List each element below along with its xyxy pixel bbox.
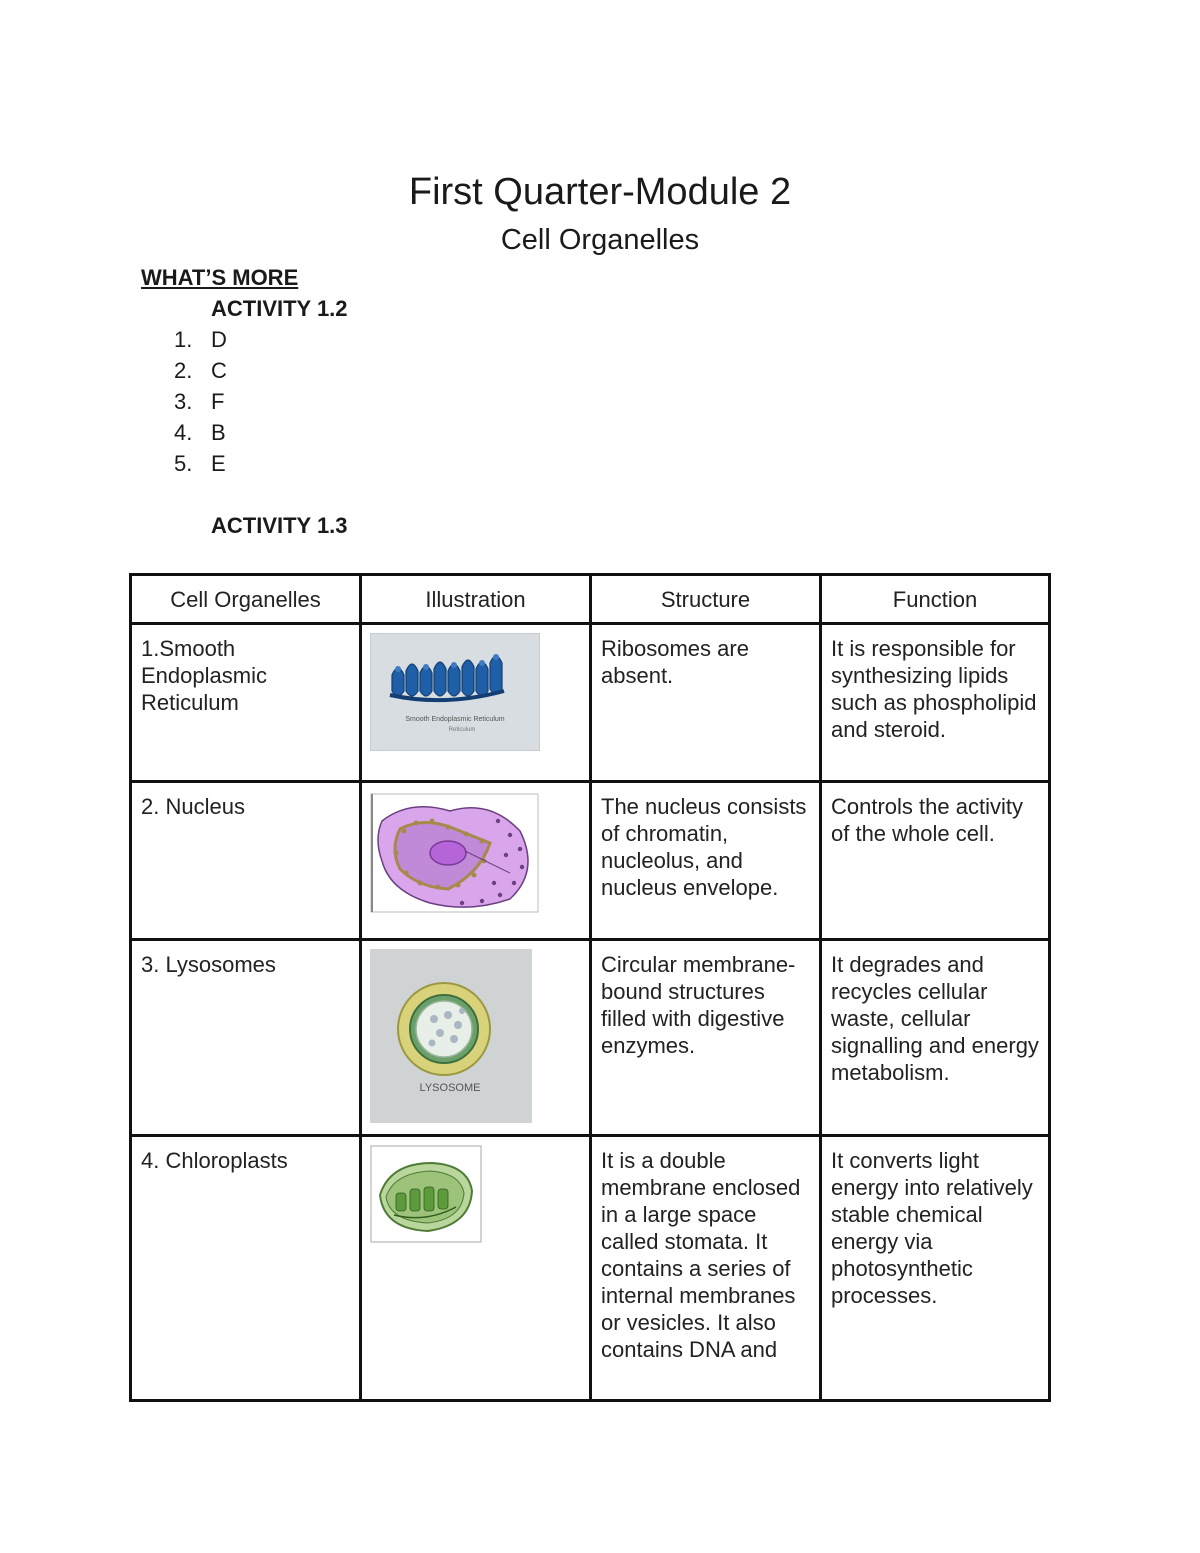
section-heading: WHAT’S MORE xyxy=(141,265,299,290)
function-text: It degrades and recycles cellular waste, cellular signalling and energy metabolism. xyxy=(821,940,1050,1136)
table-header-row xyxy=(131,575,1050,624)
activity-1-2-heading: ACTIVITY 1.2 xyxy=(211,296,348,321)
function-text: It is responsible for synthesizing lipids such as phospholipid and steroid. xyxy=(821,624,1050,782)
illustration-cell xyxy=(361,782,591,940)
structure-text-clip: It is a double membrane enclosed in a large space called stomata. It contains a series of internal membranes or vesicles. It also contains DNA and xyxy=(601,1148,801,1362)
organelle-name: 4. Chloroplasts xyxy=(131,1136,361,1401)
smooth-er-image xyxy=(370,633,540,751)
activity-1-3-heading: ACTIVITY 1.3 xyxy=(211,513,348,538)
nucleus-image xyxy=(370,791,540,915)
answer-value: F xyxy=(211,389,225,414)
function-text: It converts light energy into relatively stable chemical energy via photosynthetic processes. xyxy=(821,1136,1050,1401)
answer-number: 1. xyxy=(174,327,193,352)
answer-value: E xyxy=(211,451,226,476)
chloroplast-image xyxy=(370,1145,482,1243)
answer-value: C xyxy=(211,358,227,383)
svg-text:Reticulum: Reticulum xyxy=(448,727,476,733)
answer-value: B xyxy=(211,420,226,445)
lysosome-caption: LYSOSOME xyxy=(419,1082,481,1094)
organelle-table xyxy=(129,573,1051,1402)
answer-number: 2. xyxy=(174,358,193,383)
lysosome-image xyxy=(370,949,532,1123)
structure-text: Circular membrane-bound structures filled with digestive enzymes. xyxy=(591,940,821,1136)
column-header: Function xyxy=(821,575,1050,624)
organelle-name: 3. Lysosomes xyxy=(131,940,361,1136)
illustration-cell xyxy=(361,624,591,782)
structure-text: The nucleus consists of chromatin, nucleolus, and nucleus envelope. xyxy=(591,782,821,940)
column-header: Cell Organelles xyxy=(131,575,361,624)
column-header: Illustration xyxy=(361,575,591,624)
answer-number: 4. xyxy=(174,420,193,445)
table-row xyxy=(131,940,1050,1136)
smooth-er-caption: Smooth Endoplasmic Reticulum xyxy=(405,716,505,723)
document-title: First Quarter-Module 2 xyxy=(408,171,792,213)
illustration-cell xyxy=(361,940,591,1136)
structure-text xyxy=(591,1136,821,1401)
document-subtitle: Cell Organelles xyxy=(500,224,700,256)
structure-text: Ribosomes are absent. xyxy=(591,624,821,782)
column-header: Structure xyxy=(591,575,821,624)
organelle-name: 1.Smooth Endoplasmic Reticulum xyxy=(131,624,361,782)
illustration-cell xyxy=(361,1136,591,1401)
table-row xyxy=(131,624,1050,782)
table-row xyxy=(131,782,1050,940)
answer-number: 3. xyxy=(174,389,193,414)
answer-value: D xyxy=(211,327,227,352)
table-row xyxy=(131,1136,1050,1401)
organelle-name: 2. Nucleus xyxy=(131,782,361,940)
function-text: Controls the activity of the whole cell. xyxy=(821,782,1050,940)
answer-number: 5. xyxy=(174,451,193,476)
